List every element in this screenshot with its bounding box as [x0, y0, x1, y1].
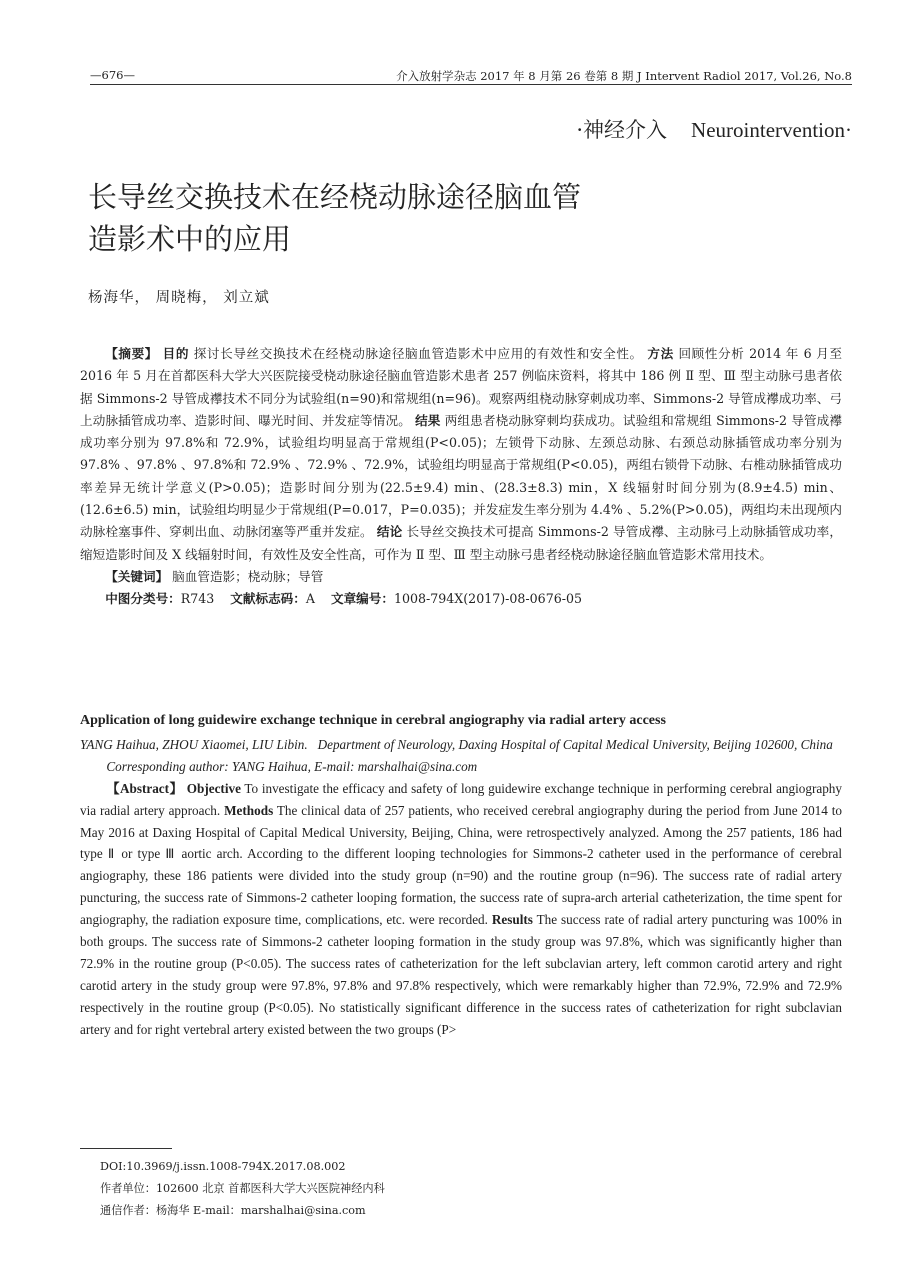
abstract-cn-body [80, 343, 842, 566]
footnote-unit: 作者单位：102600 北京 首都医科大学大兴医院神经内科 [100, 1182, 385, 1195]
methods-label: 方法 [647, 346, 674, 361]
abstract-en [80, 710, 842, 1041]
running-header [90, 60, 852, 85]
footnote-doi: DOI:10.3969/j.issn.1008-794X.2017.08.002 [100, 1160, 346, 1173]
title-line-2: 造影术中的应用 [88, 222, 292, 256]
en-abstract-tag: 【Abstract】 [106, 780, 184, 796]
section-heading [576, 114, 852, 144]
article-title-cn [88, 176, 728, 260]
en-authors: YANG Haihua, ZHOU Xiaomei, LIU Libin. [80, 736, 308, 752]
en-methods-label: Methods [224, 802, 274, 818]
en-objective-text: To investigate the efficacy and safety of long guidewire exchange technique in performing cerebral angiography via radial artery approach. [80, 780, 842, 818]
footnotes [80, 1156, 780, 1222]
section-cn: ·神经介入 [576, 118, 668, 142]
abstract-tag: 【摘要】 [105, 346, 159, 361]
en-results-text: The success rate of radial artery puncturing was 100% in both groups. The success rate of Simmons-2 catheter looping formation in the study group was 97.8%, which was significantly higher than 72.9% in the routine group (P<0.05). The success rates of catheterization for the left subclavian artery, left common carotid artery and right carotid artery in the study group were 97.8%, 97.8% and 97.8% respectively, which were remarkably higher than 72.9%, 72.9% and 72.9% respectively in the routine group (P<0.05). No statistically significant difference in the success rates of catheterization for right subclavian artery and for right vertebral artery existed between the two groups (P> [80, 912, 843, 1037]
en-methods-text: The clinical data of 257 patients, who received cerebral angiography during the period from June 2014 to May 2016 at Daxing Hospital of Capital Medical University, Beijing, China, were retrospectively analyzed. Among the 257 patients, 186 had type Ⅱ or type Ⅲ aortic arch. According to the different looping technologies for Simmons-2 catheter used in the performance of cerebral angiography, these 186 patients were divided into the study group (n=90) and the routine group (n=96). The success rate of radial artery puncturing, the success rate of Simmons-2 catheter looping formation, the success rate of supra-arch arterial catheterization, the time spent for angiography, the radiation exposure time, complications, etc. were recorded. [80, 802, 842, 928]
doc-code-label: 文献标志码： [230, 591, 306, 607]
journal-citation: 介入放射学杂志 2017 年 8 月第 26 卷第 8 期 J Intervent Radiol 2017, Vol.26, No.8 [396, 69, 852, 83]
conclusion-text: 长导丝交换技术可提高 Simmons-2 导管成襻、主动脉弓上动脉插管成功率，缩短造影时间及 X 线辐射时间，有效性及安全性高，可作为 Ⅱ 型、Ⅲ 型主动脉弓患者经桡动脉途径脑血管造影术常用技术。 [80, 524, 842, 562]
keywords-line [80, 566, 842, 588]
methods-text: 回顾性分析 2014 年 6 月至 2016 年 5 月在首都医科大学大兴医院接受桡动脉途径脑血管造影术患者 257 例临床资料，将其中 186 例 Ⅱ 型、Ⅲ 型主动脉弓患者依据 Simmons-2 导管成襻技术不同分为试验组(n=90)和常规组(n=96)。观察两组桡动脉穿刺成功率、Simmons-2 导管成襻成功率、弓上动脉插管成功率、造影时间、曝光时间、并发症等情况。 [80, 346, 843, 428]
results-text: 两组患者桡动脉穿刺均获成功。试验组和常规组 Simmons-2 导管成襻成功率分别为 97.8%和 72.9%，试验组均明显高于常规组(P<0.05)；左锁骨下动脉、左颈总动脉、右颈总动脉插管成功率分别为 97.8% 、97.8% 、97.8%和 72.9% 、72.9% 、72.9%，试验组均明显高于常规组(P<0.05)，两组右锁骨下动脉、右椎动脉插管成功率差异无统计学意义(P>0.05)；造影时间分别为(22.5±9.4) min、(28.3±8.3) min，X 线辐射时间分别为(8.9±4.5) min、(12.6±6.5) min，试验组均明显少于常规组(P=0.017，P=0.035)；并发症发生率分别为 4.4% 、5.2%(P>0.05)，两组均未出现颅内动脉栓塞事件、穿刺出血、动脉闭塞等严重并发症。 [80, 412, 842, 540]
en-abstract-body [80, 778, 842, 1041]
en-objective-label: Objective [186, 780, 241, 796]
keywords-label: 【关键词】 [105, 568, 169, 584]
en-corresponding: Corresponding author: YANG Haihua, E-mail: marshalhai@sina.com [106, 758, 478, 774]
objective-text: 探讨长导丝交换技术在经桡动脉途径脑血管造影术中应用的有效性和安全性。 [193, 346, 643, 361]
title-line-1: 长导丝交换技术在经桡动脉途径脑血管 [88, 180, 582, 214]
classification-line [80, 588, 842, 610]
classification-label: 中图分类号： [105, 591, 181, 607]
classification-value: R743 [180, 591, 215, 607]
abstract-cn [80, 343, 842, 611]
footnote-corresponding: 通信作者：杨海华 E-mail：marshalhai@sina.com [100, 1204, 366, 1217]
page-number: —676— [90, 68, 135, 82]
article-no-value: 1008-794X(2017)-08-0676-05 [393, 591, 583, 607]
article-no-label: 文章编号： [330, 591, 394, 607]
section-en: Neurointervention· [691, 118, 852, 142]
en-authors-affiliation [80, 734, 842, 756]
footnote-divider [80, 1148, 172, 1149]
authors-cn: 杨海华， 周晓梅， 刘立斌 [88, 290, 270, 306]
objective-label: 目的 [162, 346, 190, 361]
keywords-text: 脑血管造影；桡动脉；导管 [172, 568, 324, 584]
results-label: 结果 [415, 412, 441, 428]
en-results-label: Results [491, 912, 533, 928]
doc-code-value: A [305, 591, 315, 607]
conclusion-label: 结论 [376, 524, 403, 540]
article-title-en: Application of long guidewire exchange technique in cerebral angiography via radial artery access [80, 713, 666, 728]
en-affiliation: Department of Neurology, Daxing Hospital of Capital Medical University, Beijing 102600, China [317, 736, 833, 752]
